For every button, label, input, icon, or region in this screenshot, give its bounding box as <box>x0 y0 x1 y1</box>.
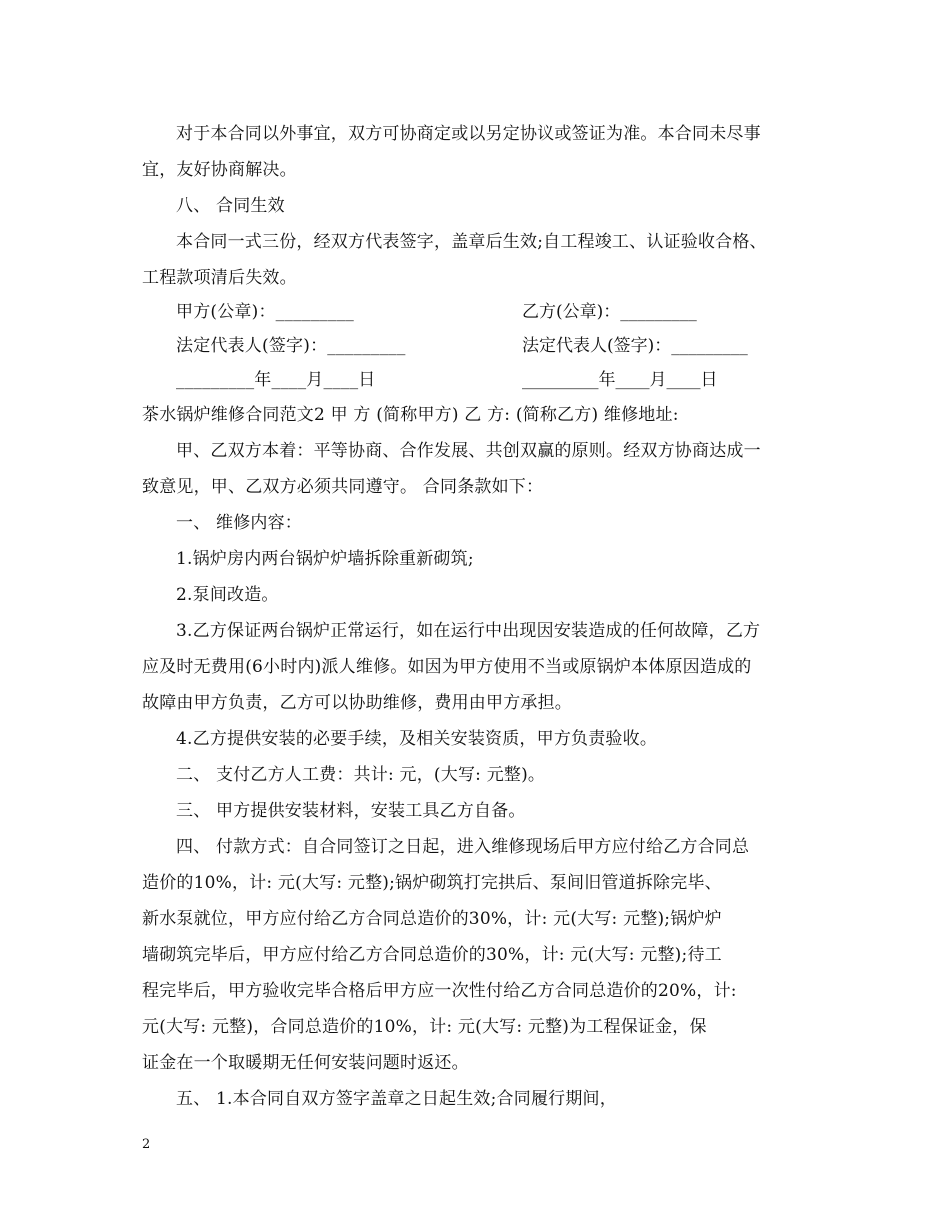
party-b-seal: 乙方(公章)：_________ <box>522 302 697 322</box>
page-number: 2 <box>142 1137 151 1152</box>
paragraph-line: 新水泵就位，甲方应付给乙方合同总造价的30%，计: 元(大写: 元整);锅炉炉 <box>142 909 722 929</box>
paragraph-line: 故障由甲方负责，乙方可以协助维修，费用由甲方承担。 <box>142 693 572 713</box>
paragraph-line: 元(大写: 元整)，合同总造价的10%，计: 元(大写: 元整)为工程保证金，保 <box>142 1017 707 1037</box>
party-a-date: _________年____月____日 <box>176 370 376 390</box>
party-a-seal: 甲方(公章)：_________ <box>176 302 354 322</box>
paragraph-line: 造价的10%，计: 元(大写: 元整);锅炉砌筑打完拱后、泵间旧管道拆除完毕、 <box>142 873 722 893</box>
paragraph-line: 致意见，甲、乙双方必须共同遵守。 合同条款如下： <box>142 477 544 497</box>
party-a-representative: 法定代表人(签字)：_________ <box>176 336 406 356</box>
paragraph-line: 甲、乙双方本着：平等协商、合作发展、共创双赢的原则。经双方协商达成一 <box>176 441 761 461</box>
paragraph-line: 工程款项清后失效。 <box>142 268 297 288</box>
paragraph-line: 对于本合同以外事宜，双方可协商定或以另定协议或签证为准。本合同未尽事 <box>176 124 761 144</box>
list-item: 2.泵间改造。 <box>176 585 279 605</box>
section-heading: 八、 合同生效 <box>176 196 285 216</box>
paragraph-line: 墙砌筑完毕后，甲方应付给乙方合同总造价的30%，计: 元(大写: 元整);待工 <box>142 945 722 965</box>
list-item: 1.锅炉房内两台锅炉炉墙拆除重新砌筑; <box>176 549 474 569</box>
signature-row <box>176 370 846 390</box>
section-heading: 二、 支付乙方人工费：共计: 元，(大写: 元整)。 <box>176 765 546 785</box>
contract-title-line: 茶水锅炉维修合同范文2 甲 方 (简称甲方) 乙 方: (简称乙方) 维修地址: <box>142 405 679 425</box>
party-b-date: _________年____月____日 <box>522 370 718 390</box>
paragraph-line: 程完毕后，甲方验收完毕合格后甲方应一次性付给乙方合同总造价的20%，计: <box>142 981 737 1001</box>
section-heading: 五、 1.本合同自双方签字盖章之日起生效;合同履行期间， <box>176 1089 617 1109</box>
paragraph-line: 本合同一式三份，经双方代表签字，盖章后生效;自工程竣工、认证验收合格、 <box>176 232 767 252</box>
list-item: 4.乙方提供安装的必要手续，及相关安装资质，甲方负责验收。 <box>176 729 658 749</box>
list-item: 3.乙方保证两台锅炉正常运行，如在运行中出现因安装造成的任何故障，乙方 <box>176 621 761 641</box>
paragraph-line: 证金在一个取暖期无任何安装问题时返还。 <box>142 1053 469 1073</box>
section-heading: 一、 维修内容： <box>176 513 303 533</box>
section-heading: 三、 甲方提供安装材料，安装工具乙方自备。 <box>176 801 526 821</box>
party-b-representative: 法定代表人(签字)：_________ <box>522 336 748 356</box>
paragraph-line: 应及时无费用(6小时内)派人维修。如因为甲方使用不当或原锅炉本体原因造成的 <box>142 657 752 677</box>
paragraph-line: 宜，友好协商解决。 <box>142 160 297 180</box>
signature-row <box>176 302 846 322</box>
section-heading: 四、 付款方式：自合同签订之日起，进入维修现场后甲方应付给乙方合同总 <box>176 837 750 857</box>
